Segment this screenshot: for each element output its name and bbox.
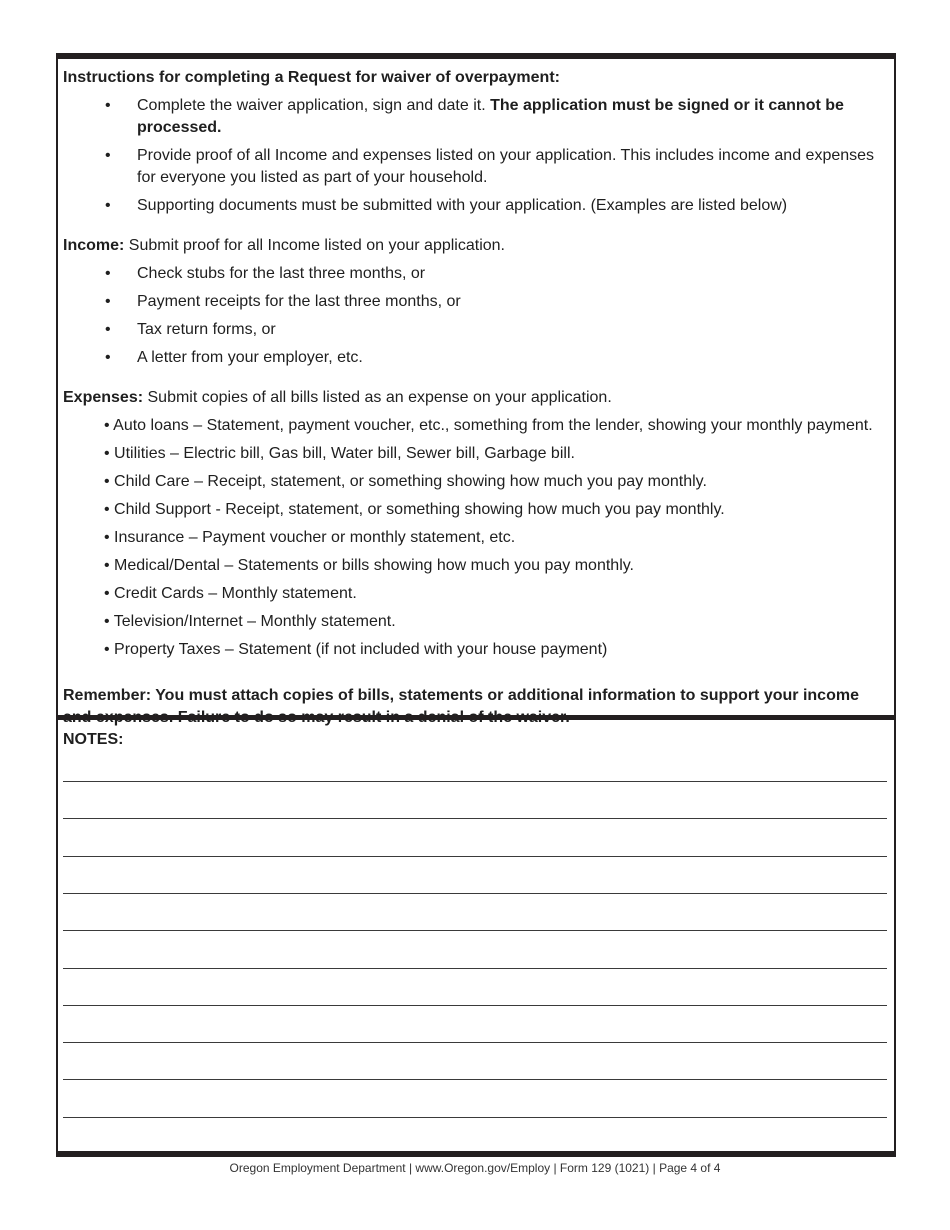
list-item: • Complete the waiver application, sign and date it. The application must be signed or it cannot be processed. — [105, 97, 844, 136]
bullet: • — [105, 97, 111, 114]
notes-line[interactable] — [63, 893, 887, 894]
income-list — [63, 263, 889, 369]
notes-line[interactable] — [63, 1079, 887, 1080]
bullet: • — [105, 265, 111, 282]
bullet: • — [105, 197, 111, 214]
notes-line[interactable] — [63, 968, 887, 969]
notes-line[interactable] — [63, 930, 887, 931]
notes-line[interactable] — [63, 1117, 887, 1118]
bullet: • — [105, 147, 111, 164]
instructions-section — [63, 67, 889, 729]
list-item: • Credit Cards – Monthly statement. — [104, 585, 357, 602]
expenses-heading: Expenses: Submit copies of all bills listed as an expense on your application. — [63, 389, 612, 406]
notes-line[interactable] — [63, 856, 887, 857]
list-item: • Tax return forms, or — [63, 319, 889, 341]
notes-line[interactable] — [63, 1005, 887, 1006]
list-item: • Child Support - Receipt, statement, or something showing how much you pay monthly. — [104, 501, 725, 518]
list-item: • Utilities – Electric bill, Gas bill, Water bill, Sewer bill, Garbage bill. — [104, 445, 575, 462]
bullet: • — [105, 293, 111, 310]
notes-line[interactable] — [63, 781, 887, 782]
expenses-list — [63, 415, 889, 661]
income-heading: Income: Submit proof for all Income listed on your application. — [63, 237, 505, 254]
list-item: • Supporting documents must be submitted with your application. (Examples are listed below) — [63, 195, 889, 217]
bullet: • — [105, 321, 111, 338]
remember-note: Remember: You must attach copies of bills, statements or additional information to support your income — [63, 687, 859, 704]
list-item: • Check stubs for the last three months, or — [63, 263, 889, 285]
list-item: • Insurance – Payment voucher or monthly statement, etc. — [104, 529, 516, 546]
form-frame — [56, 53, 896, 1157]
section-divider — [58, 715, 894, 720]
notes-line[interactable] — [63, 818, 887, 819]
list-item: • Child Care – Receipt, statement, or something showing how much you pay monthly. — [104, 473, 707, 490]
notes-label: NOTES: — [63, 731, 124, 748]
instructions-title: Instructions for completing a Request for waiver of overpayment: — [63, 69, 560, 86]
bullet: • — [105, 349, 111, 366]
list-item: • Television/Internet – Monthly statement. — [104, 613, 396, 630]
list-item: • Medical/Dental – Statements or bills showing how much you pay monthly. — [104, 557, 634, 574]
list-item: • Provide proof of all Income and expenses listed on your application. This includes income and expenses for everyone you listed as part of your household. — [105, 147, 875, 186]
list-item: • Payment receipts for the last three months, or — [63, 291, 889, 313]
page-footer: Oregon Employment Department | www.Oregon.gov/Employ | Form 129 (1021) | Page 4 of 4 — [229, 1161, 721, 1175]
notes-line[interactable] — [63, 1042, 887, 1043]
list-item: • A letter from your employer, etc. — [63, 347, 889, 369]
list-item: • Auto loans – Statement, payment voucher, etc., something from the lender, showing your monthly payment. — [104, 417, 873, 434]
instructions-list — [63, 95, 889, 217]
list-item: • Property Taxes – Statement (if not included with your house payment) — [104, 641, 608, 658]
